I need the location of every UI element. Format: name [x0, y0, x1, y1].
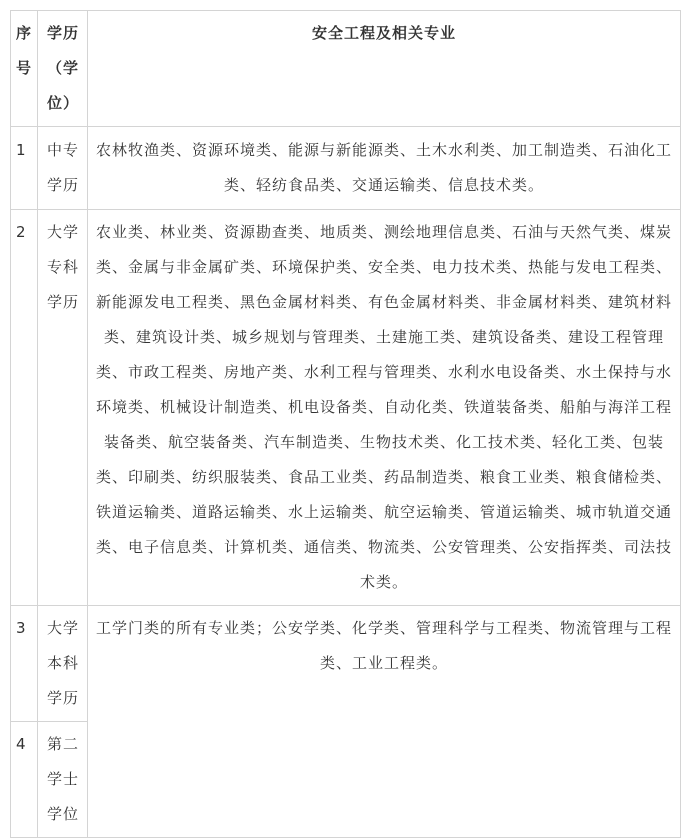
row-index: 1: [11, 127, 38, 210]
row-majors: 农林牧渔类、资源环境类、能源与新能源类、土木水利类、加工制造类、石油化工类、轻纺食品类、交通运输类、信息技术类。: [88, 127, 681, 210]
table-row: [11, 606, 681, 722]
row-majors: 农业类、林业类、资源勘查类、地质类、测绘地理信息类、石油与天然气类、煤炭类、金属与非金属矿类、环境保护类、安全类、电力技术类、热能与发电工程类、新能源发电工程类、黑色金属材料类、有色金属材料类、非金属材料类、建筑材料类、建筑设计类、城乡规划与管理类、土建施工类、建筑设备类、建设工程管理类、市政工程类、房地产类、水利工程与管理类、水利水电设备类、水土保持与水环境类、机械设计制造类、机电设备类、自动化类、铁道装备类、船舶与海洋工程装备类、航空装备类、汽车制造类、生物技术类、化工技术类、轻化工类、包装类、印刷类、纺织服装类、食品工业类、药品制造类、粮食工业类、粮食储检类、铁道运输类、道路运输类、水上运输类、航空运输类、管道运输类、城市轨道交通类、电子信息类、计算机类、通信类、物流类、公安管理类、公安指挥类、司法技术类。: [88, 210, 681, 606]
row-majors: 工学门类的所有专业类；公安学类、化学类、管理科学与工程类、物流管理与工程类、工业工程类。: [88, 606, 681, 838]
row-education: 大学专科学历: [38, 210, 88, 606]
header-education: 学历（学位）: [38, 11, 88, 127]
header-row: [11, 11, 681, 127]
row-education: 中专学历: [38, 127, 88, 210]
row-education: 第二学士学位: [38, 722, 88, 838]
row-index: 2: [11, 210, 38, 606]
table-row: [11, 127, 681, 210]
row-index: 4: [11, 722, 38, 838]
row-education: 大学本科学历: [38, 606, 88, 722]
table-container: [10, 10, 680, 838]
header-majors: 安全工程及相关专业: [88, 11, 681, 127]
majors-table: [10, 10, 681, 838]
header-index: 序号: [11, 11, 38, 127]
table-row: [11, 210, 681, 606]
row-index: 3: [11, 606, 38, 722]
